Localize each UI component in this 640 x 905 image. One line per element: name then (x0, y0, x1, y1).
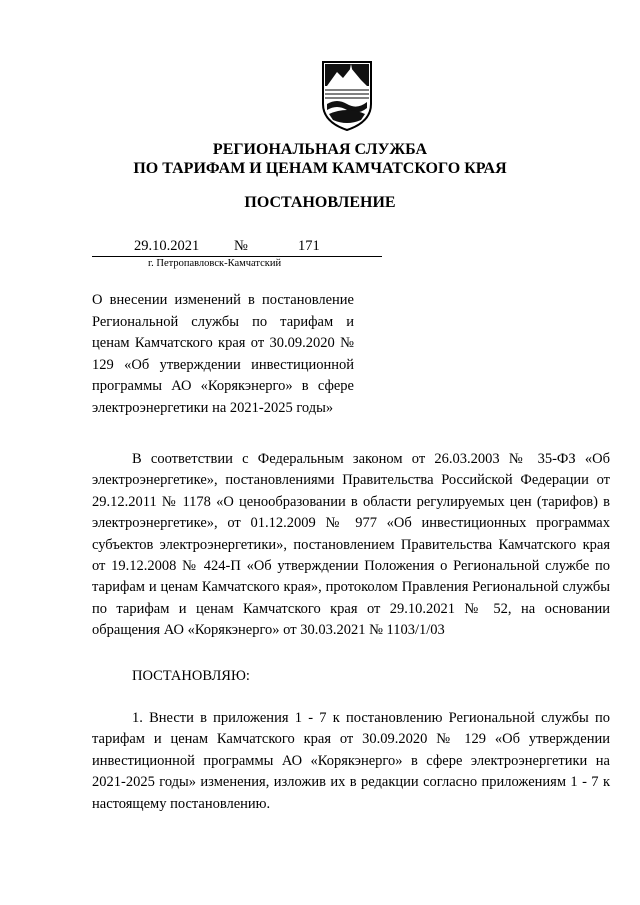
preamble-paragraph: В соответствии с Федеральным законом от 26.03.2003 № 35-ФЗ «Об электроэнергетике», постановлениями Правительства Российской Федерации от 29.12.2011 № 1178 «О ценообразовании в области регулируемых цен (тарифов) в электроэнергетике», от 01.12.2009 № 977 «Об инвестиционных программах субъектов электроэнергетики», постановлением Правительства Камчатского края от 19.12.2008 № 424-П «Об утверждении Положения о Региональной службе по тарифам и ценам Камчатского края», протоколом Правления Региональной службы по тарифам и ценам Камчатского края от 29.10.2021 № 52, на основании обращения АО «Корякэнерго» от 30.03.2021 № 1103/1/03 (92, 451, 610, 639)
document-type-title: ПОСТАНОВЛЕНИЕ (244, 194, 396, 211)
decree-word: ПОСТАНОВЛЯЮ: (132, 668, 250, 684)
organization-name-line-2: ПО ТАРИФАМ И ЦЕНАМ КАМЧАТСКОГО КРАЯ (133, 160, 507, 177)
document-number: 171 (298, 238, 320, 254)
kamchatka-coat-of-arms-icon (321, 60, 373, 132)
number-sign: № (234, 238, 248, 254)
date-number-line (92, 238, 382, 258)
document-date: 29.10.2021 (134, 238, 200, 254)
decree-item-1: 1. Внести в приложения 1 - 7 к постановлению Региональной службы по тарифам и ценам Камчатского края от 30.09.2020 № 129 «Об утверждении инвестиционной программы АО «Корякэнерго» в сфере электроэнергетики на 2021-2025 годы» изменения, изложив их в редакции согласно приложениям 1 - 7 к настоящему постановлению. (92, 710, 610, 812)
organization-name-line-1: РЕГИОНАЛЬНАЯ СЛУЖБА (212, 141, 428, 158)
city-label: г. Петропавловск-Камчатский (148, 258, 282, 269)
date-underline (92, 256, 382, 257)
document-subject: О внесении изменений в постановление Региональной службы по тарифам и ценам Камчатского края от 30.09.2020 № 129 «Об утверждении инвестиционной программы АО «Корякэнерго» в сфере электроэнергетики на 2021-2025 годы» (92, 292, 354, 416)
